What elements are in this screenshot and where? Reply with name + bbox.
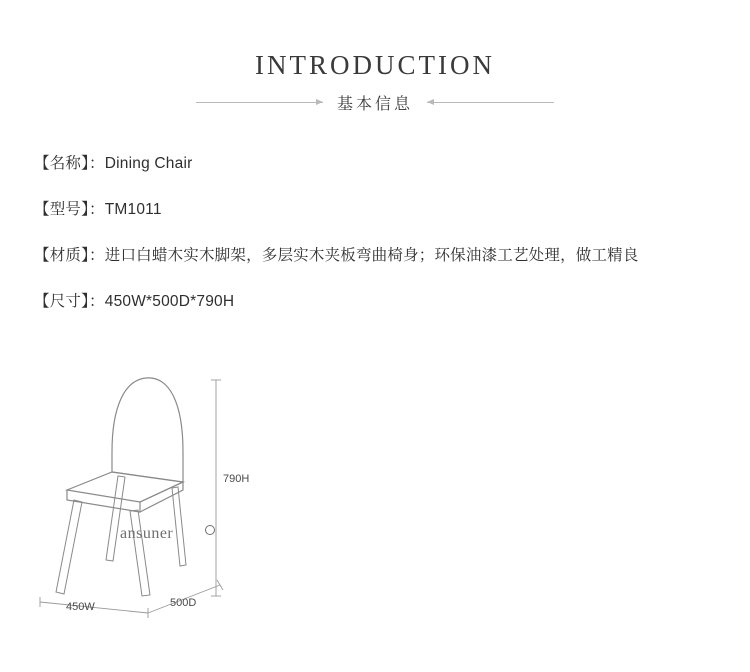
brand-mark-icon: [206, 526, 215, 535]
dimension-label-height: 790H: [223, 473, 250, 485]
chair-leg-back-right: [172, 487, 186, 566]
chair-back-outline: [112, 378, 183, 482]
chair-leg-back-left: [106, 476, 125, 561]
chair-seat-side: [140, 482, 183, 512]
spec-label: 【尺寸】：: [34, 293, 105, 310]
spec-row: [34, 147, 716, 181]
page-subtitle: 基本信息: [336, 96, 413, 113]
spec-label: 【型号】：: [34, 201, 105, 218]
spec-value: 进口白蜡木实木脚架，多层实木夹板弯曲椅身；环保油漆工艺处理，做工精良: [104, 247, 639, 264]
spec-value: TM1011: [104, 201, 162, 218]
spec-label: 【材质】：: [34, 247, 105, 264]
spec-row: [34, 239, 716, 273]
chair-leg-front-left: [56, 500, 82, 594]
spec-value: 450W*500D*790H: [104, 293, 235, 310]
spec-row: [34, 193, 716, 227]
dimension-label-depth: 500D: [170, 597, 197, 609]
spec-row: [34, 285, 716, 319]
spec-label: 【名称】：: [34, 155, 105, 172]
page-header: [0, 0, 750, 114]
spec-value: Dining Chair: [104, 155, 193, 172]
subtitle-rule-right: [427, 102, 554, 103]
spec-list: [0, 147, 750, 319]
page-title: INTRODUCTION: [255, 50, 495, 80]
subtitle-row: [0, 91, 750, 114]
dimension-label-width: 450W: [66, 601, 95, 613]
chair-leg-front-right: [130, 510, 150, 596]
brand-watermark: ansuner: [120, 525, 174, 542]
subtitle-rule-left: [196, 102, 323, 103]
product-line-drawing: [20, 360, 730, 650]
